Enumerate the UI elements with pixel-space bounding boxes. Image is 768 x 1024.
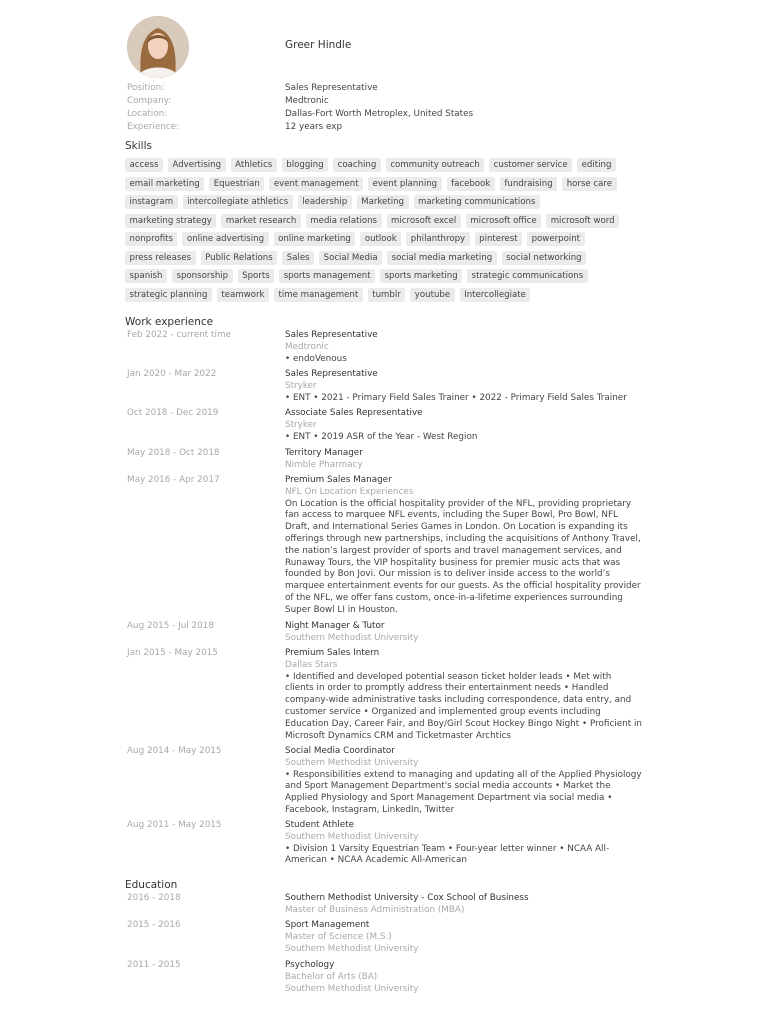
skill-tag: coaching xyxy=(333,158,381,172)
skill-tag: outlook xyxy=(360,232,401,246)
job-description: • ENT • 2021 - Primary Field Sales Trainer • 2022 - Primary Field Sales Trainer xyxy=(285,392,627,403)
company-name: Dallas Stars xyxy=(285,659,338,670)
skill-tag: Intercollegiate xyxy=(460,288,531,302)
work-experience-heading: Work experience xyxy=(125,316,214,328)
skill-tag: Sports xyxy=(238,269,275,283)
skill-tag: Athletics xyxy=(231,158,277,172)
skill-tag: event management xyxy=(269,177,363,191)
skill-tag: customer service xyxy=(489,158,572,172)
candidate-name: Greer Hindle xyxy=(285,39,352,51)
skill-tag: strategic planning xyxy=(125,288,212,302)
skill-row xyxy=(125,269,645,283)
job-title: Social Media Coordinator xyxy=(285,746,395,756)
work-date: Aug 2014 - May 2015 xyxy=(127,746,222,756)
education-detail: Southern Methodist University xyxy=(285,983,419,994)
work-body xyxy=(285,746,642,817)
education-detail: Bachelor of Arts (BA) xyxy=(285,971,378,982)
skill-tag: Equestrian xyxy=(209,177,264,191)
work-body xyxy=(285,621,642,645)
company-name: NFL On Location Experiences xyxy=(285,486,414,497)
company-name: Southern Methodist University xyxy=(285,757,419,768)
skill-row xyxy=(125,158,645,172)
job-title: Premium Sales Intern xyxy=(285,648,380,658)
education-heading: Education xyxy=(125,879,178,891)
work-date: Feb 2022 - current time xyxy=(127,330,231,340)
job-title: Premium Sales Manager xyxy=(285,475,392,485)
work-date: Oct 2018 - Dec 2019 xyxy=(127,408,219,418)
skill-tag: intercollegiate athletics xyxy=(183,195,293,209)
skill-tag: powerpoint xyxy=(527,232,584,246)
avatar xyxy=(127,16,189,78)
skill-row xyxy=(125,251,645,265)
location-value: Dallas-Fort Worth Metroplex, United States xyxy=(285,109,474,119)
field-of-study: Sport Management xyxy=(285,920,370,930)
education-detail: Southern Methodist University xyxy=(285,943,419,954)
skill-tag: nonprofits xyxy=(125,232,177,246)
skill-tag: sports management xyxy=(279,269,375,283)
work-body xyxy=(285,330,642,365)
work-date: May 2016 - Apr 2017 xyxy=(127,475,220,485)
company-name: Nimble Pharmacy xyxy=(285,459,363,470)
education-date: 2016 - 2018 xyxy=(127,893,181,903)
skill-tag: community outreach xyxy=(386,158,484,172)
skill-tag: online marketing xyxy=(274,232,356,246)
skill-row xyxy=(125,214,645,228)
job-description: On Location is the official hospitality provider of the NFL, providing proprietary fan access to marquee NFL events, including the Super Bowl, Pro Bowl, NFL Draft, and International Series Games in London. On Location is expanding its offerings through new partnerships, including the acquisitions of Anthony Travel, the nation’s largest provider of sports and travel management services, and Runaway Tours, the VIP hospitality business for premier music acts that was founded by Bon Jovi. Our mission is to deliver inside access to the world’s marquee entertainment events for our guests. As the official hospitality provider of the NFL, we offer fans custom, once-in-a-lifetime experiences surrounding Super Bowl LI in Houston. xyxy=(285,498,641,615)
location-label: Location: xyxy=(127,109,168,119)
field-of-study: Southern Methodist University - Cox School of Business xyxy=(285,893,529,903)
skill-tag: sponsorship xyxy=(172,269,233,283)
education-body xyxy=(285,920,642,955)
job-title: Sales Representative xyxy=(285,369,378,379)
education-date: 2011 - 2015 xyxy=(127,960,181,970)
job-title: Associate Sales Representative xyxy=(285,408,423,418)
job-description: • Division 1 Varsity Equestrian Team • Four-year letter winner • NCAA All-American • NCAA Academic All-American xyxy=(285,843,610,866)
education-date: 2015 - 2016 xyxy=(127,920,181,930)
job-title: Sales Representative xyxy=(285,330,378,340)
experience-value: 12 years exp xyxy=(285,122,343,132)
skill-tag: spanish xyxy=(125,269,167,283)
skill-tag: blogging xyxy=(282,158,328,172)
skills-heading: Skills xyxy=(125,140,152,152)
work-body xyxy=(285,648,642,742)
work-body xyxy=(285,369,642,404)
job-title: Territory Manager xyxy=(285,448,363,458)
skill-tag: philanthropy xyxy=(406,232,469,246)
skill-tag: horse care xyxy=(562,177,616,191)
job-description: • endoVenous xyxy=(285,353,347,364)
company-name: Southern Methodist University xyxy=(285,831,419,842)
work-body xyxy=(285,475,642,617)
skill-tag: editing xyxy=(577,158,616,172)
position-label: Position: xyxy=(127,83,165,93)
education-body xyxy=(285,893,642,917)
skill-tag: access xyxy=(125,158,163,172)
work-date: Aug 2015 - Jul 2018 xyxy=(127,621,214,631)
work-date: Aug 2011 - May 2015 xyxy=(127,820,222,830)
education-detail: Master of Business Administration (MBA) xyxy=(285,904,465,915)
company-label: Company: xyxy=(127,96,172,106)
company-name: Stryker xyxy=(285,380,317,391)
company-name: Medtronic xyxy=(285,341,329,352)
skill-tag: social networking xyxy=(502,251,586,265)
education-detail: Master of Science (M.S.) xyxy=(285,931,392,942)
profile-photo-icon xyxy=(127,16,189,78)
skill-tag: sports marketing xyxy=(380,269,462,283)
skill-tag: pinterest xyxy=(475,232,522,246)
skill-tag: strategic communications xyxy=(467,269,588,283)
job-title: Student Athlete xyxy=(285,820,355,830)
skill-row xyxy=(125,232,645,246)
work-date: May 2018 - Oct 2018 xyxy=(127,448,220,458)
work-date: Jan 2015 - May 2015 xyxy=(127,648,218,658)
skill-tag: facebook xyxy=(447,177,495,191)
company-value: Medtronic xyxy=(285,96,329,106)
skill-tag: social media marketing xyxy=(387,251,497,265)
skill-tag: Sales xyxy=(282,251,314,265)
job-description: • Identified and developed potential season ticket holder leads • Met with clients in order to promptly address their entertainment needs • Handled company-wide administrative tasks including correspondence, data entry, and customer service • Organized and implemented group events including Education Day, Career Fair, and Boy/Girl Scout Hockey Bingo Night • Proficient in Microsoft Dynamics CRM and Ticketmaster Archtics xyxy=(285,671,643,741)
company-name: Stryker xyxy=(285,419,317,430)
skills-list xyxy=(125,158,645,306)
education-body xyxy=(285,960,642,995)
work-body xyxy=(285,820,642,867)
position-value: Sales Representative xyxy=(285,83,378,93)
skill-tag: microsoft office xyxy=(466,214,541,228)
skill-tag: Marketing xyxy=(357,195,409,209)
skill-tag: leadership xyxy=(298,195,352,209)
job-title: Night Manager & Tutor xyxy=(285,621,385,631)
field-of-study: Psychology xyxy=(285,960,335,970)
skill-tag: event planning xyxy=(368,177,442,191)
skill-tag: email marketing xyxy=(125,177,204,191)
skill-tag: marketing strategy xyxy=(125,214,216,228)
job-description: • Responsibilities extend to managing and updating all of the Applied Physiology and Sport Management Department's social media accounts • Market the Applied Physiology and Sport Management Department via social media • Facebook, Instagram, LinkedIn, Twitter xyxy=(285,769,642,815)
skill-tag: tumblr xyxy=(368,288,406,302)
skill-row xyxy=(125,288,645,302)
skill-tag: Public Relations xyxy=(201,251,278,265)
job-description: • ENT • 2019 ASR of the Year - West Region xyxy=(285,431,478,442)
skill-tag: microsoft excel xyxy=(387,214,461,228)
skill-tag: youtube xyxy=(410,288,454,302)
skill-tag: media relations xyxy=(306,214,382,228)
skill-tag: Advertising xyxy=(168,158,226,172)
skill-tag: press releases xyxy=(125,251,196,265)
work-date: Jan 2020 - Mar 2022 xyxy=(127,369,217,379)
skill-tag: Social Media xyxy=(319,251,382,265)
skill-tag: fundraising xyxy=(500,177,557,191)
skill-tag: teamwork xyxy=(217,288,269,302)
company-name: Southern Methodist University xyxy=(285,632,419,643)
skill-tag: time management xyxy=(274,288,363,302)
skill-tag: online advertising xyxy=(182,232,268,246)
experience-label: Experience: xyxy=(127,122,180,132)
work-body xyxy=(285,448,642,472)
skill-tag: market research xyxy=(221,214,300,228)
skill-tag: instagram xyxy=(125,195,178,209)
skill-row xyxy=(125,177,645,191)
skill-tag: microsoft word xyxy=(546,214,619,228)
skill-row xyxy=(125,195,645,209)
skill-tag: marketing communications xyxy=(414,195,540,209)
work-body xyxy=(285,408,642,443)
